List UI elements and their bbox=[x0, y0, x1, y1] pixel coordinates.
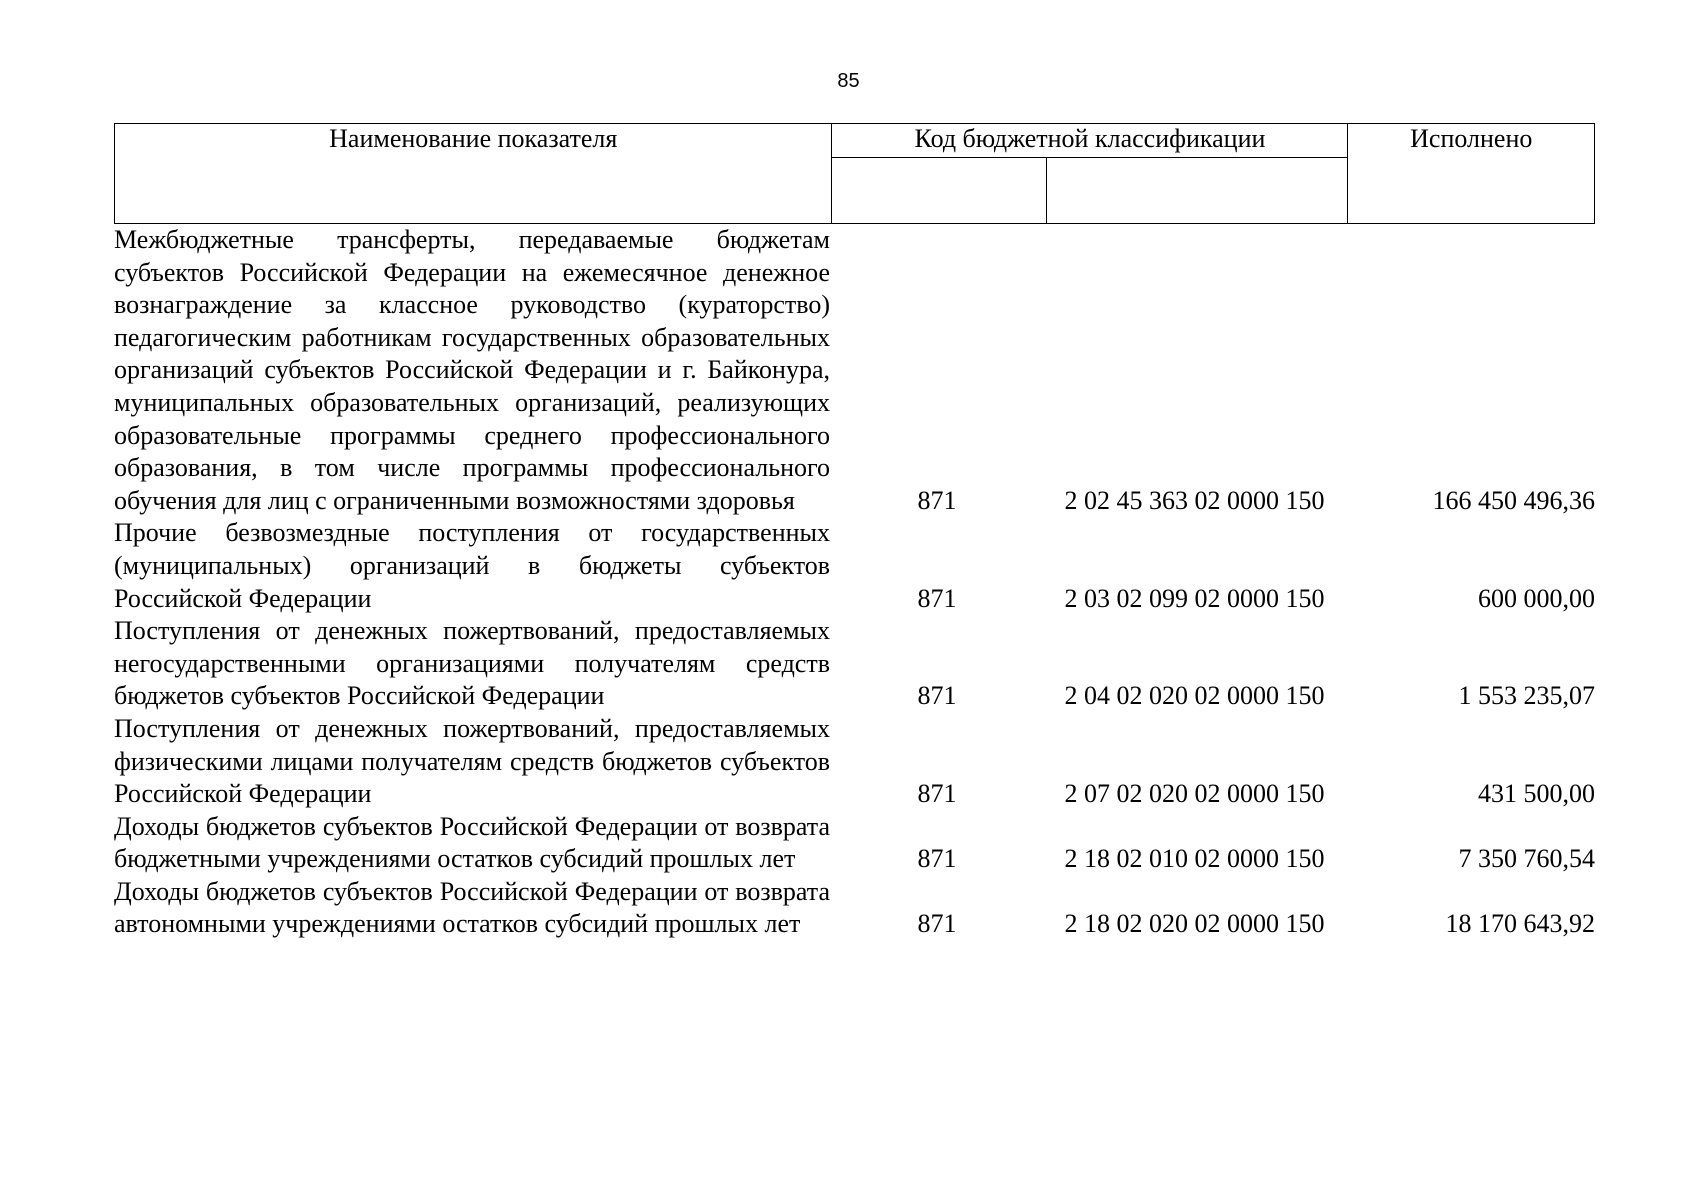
row-name: Прочие безвозмездные поступления от государственных (муниципальных) организаций в бюджеты субъектов Российской Федерации bbox=[114, 518, 830, 613]
row-code: 2 18 02 020 02 0000 150 bbox=[1064, 909, 1325, 939]
row-admin: 871 bbox=[917, 583, 957, 613]
row-admin: 871 bbox=[917, 681, 957, 711]
table-row bbox=[114, 713, 1595, 811]
row-admin: 871 bbox=[917, 779, 957, 809]
header-name: Наименование показателя bbox=[115, 124, 832, 224]
row-executed: 1 553 235,07 bbox=[1458, 681, 1595, 711]
row-code: 2 02 45 363 02 0000 150 bbox=[1064, 485, 1325, 515]
row-executed: 7 350 760,54 bbox=[1458, 844, 1595, 874]
table-row bbox=[114, 224, 1595, 517]
header-budget-code: Код бюджетной классификации bbox=[832, 124, 1348, 158]
row-admin: 871 bbox=[917, 485, 957, 515]
table-row bbox=[114, 517, 1595, 615]
row-admin: 871 bbox=[917, 844, 957, 874]
table-row bbox=[114, 876, 1595, 941]
table-body bbox=[114, 224, 1595, 941]
row-code: 2 03 02 099 02 0000 150 bbox=[1064, 583, 1325, 613]
row-name: Межбюджетные трансферты, передаваемые бюджетам субъектов Российской Федерации на ежемесячное денежное вознаграждение за классное руководство (кураторство) педагогическим работникам государственных образовательных организаций субъектов Российской Федерации и г. Байконура, муниципальных образовательных организаций, реализующих образовательные программы среднего профессионального образования, в том числе программы профессионального обучения для лиц с ограниченными возможностями здоровья bbox=[114, 225, 830, 515]
table-row bbox=[114, 615, 1595, 713]
row-code: 2 04 02 020 02 0000 150 bbox=[1064, 681, 1325, 711]
header-executed: Исполнено bbox=[1348, 124, 1595, 224]
row-executed: 166 450 496,36 bbox=[1432, 485, 1595, 515]
row-executed: 431 500,00 bbox=[1478, 779, 1595, 809]
row-executed: 18 170 643,92 bbox=[1445, 909, 1595, 939]
row-name: Доходы бюджетов субъектов Российской Федерации от возврата автономными учреждениями остатков субсидий прошлых лет bbox=[114, 876, 830, 939]
row-name: Поступления от денежных пожертвований, предоставляемых физическими лицами получателям средств бюджетов субъектов Российской Федерации bbox=[114, 713, 830, 809]
row-executed: 600 000,00 bbox=[1478, 583, 1595, 613]
header-admin-subcell bbox=[832, 158, 1046, 224]
header-code-subcell bbox=[1046, 158, 1348, 224]
row-name: Поступления от денежных пожертвований, предоставляемых негосударственными организациями получателям средств бюджетов субъектов Российской Федерации bbox=[114, 616, 830, 711]
row-code: 2 18 02 010 02 0000 150 bbox=[1064, 844, 1325, 874]
row-code: 2 07 02 020 02 0000 150 bbox=[1064, 779, 1325, 809]
row-name: Доходы бюджетов субъектов Российской Федерации от возврата бюджетными учреждениями остатков субсидий прошлых лет bbox=[114, 811, 830, 874]
page-number: 85 bbox=[837, 70, 860, 92]
table-row bbox=[114, 811, 1595, 876]
row-admin: 871 bbox=[917, 909, 957, 939]
table-header bbox=[114, 123, 1595, 224]
